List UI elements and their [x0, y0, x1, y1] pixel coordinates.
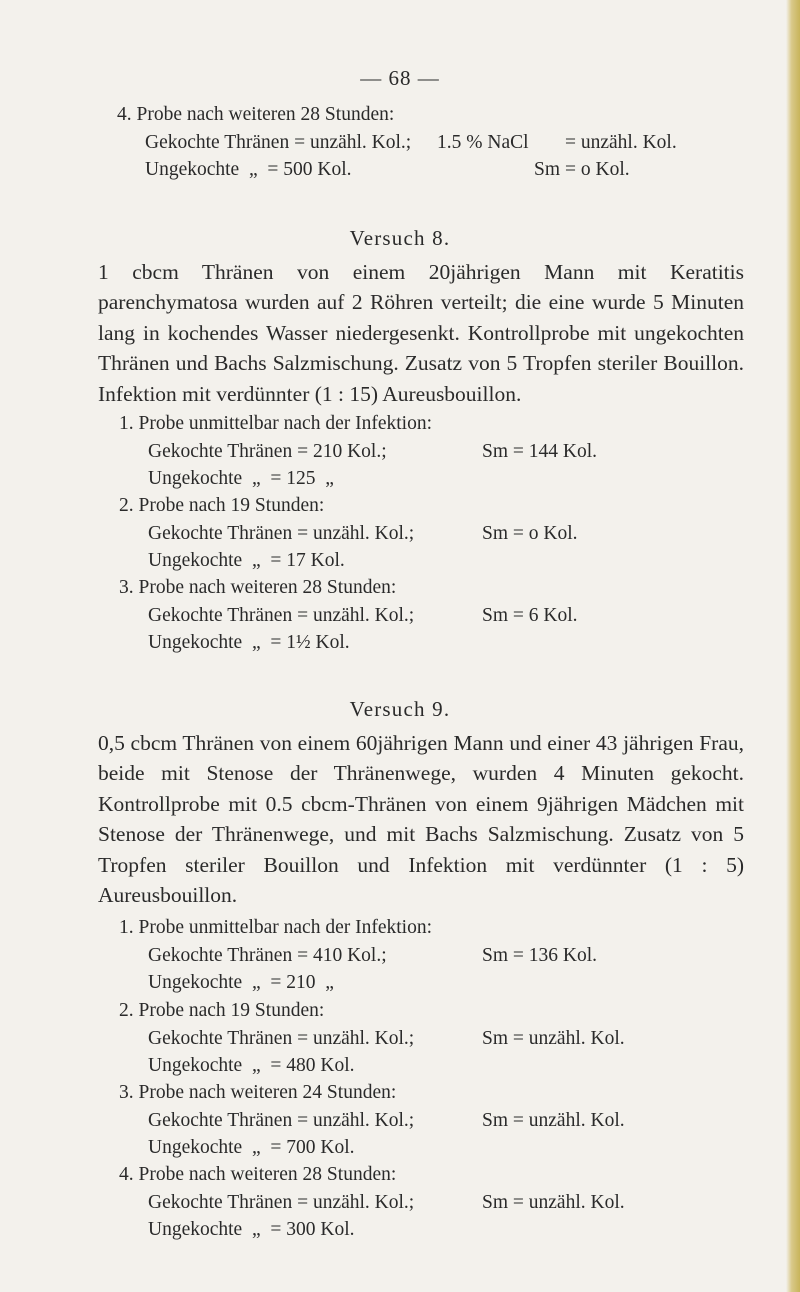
- section-heading: Versuch 9.: [349, 697, 451, 721]
- probe-header: 4. Probe nach weiteren 28 Stunden:: [119, 1164, 397, 1185]
- row-value: Sm = unzähl. Kol.: [482, 1192, 625, 1213]
- row-value: = o Kol.: [565, 159, 630, 180]
- page-number: — 68 —: [360, 66, 440, 90]
- row-label: Gekochte Thränen = unzähl. Kol.;: [145, 132, 412, 153]
- probe-header: 2. Probe nach 19 Stunden:: [119, 1000, 325, 1021]
- row-value: Sm = unzähl. Kol.: [482, 1028, 625, 1049]
- row-label: Gekochte Thränen = unzähl. Kol.;: [148, 1028, 415, 1049]
- row-label: Ungekochte „ = 480 Kol.: [148, 1055, 355, 1076]
- paragraph: 0,5 cbcm Thränen von einem 60jährigen Mann und einer 43 jährigen Frau, beide mit Stenose der Thränenwege, wurden 4 Minuten gekocht. Kontrollprobe mit 0.5 cbcm-Thränen von einem 9jährigen Mädchen mit Stenose der Thränenwege, und mit Bachs Salzmischung. Zusatz von 5 Tropfen steriler Bouillon und Infektion mit verdünnter (1 : 5) Aureusbouillon.: [98, 731, 744, 908]
- row-label: Gekochte Thränen = unzähl. Kol.;: [148, 1192, 415, 1213]
- probe-header: 1. Probe unmittelbar nach der Infektion:: [119, 413, 432, 434]
- row-value: = unzähl. Kol.: [565, 132, 677, 153]
- row-value: Sm = 144 Kol.: [482, 441, 598, 462]
- row-mid: Sm: [534, 159, 561, 180]
- row-label: Ungekochte „ = 1½ Kol.: [148, 632, 350, 653]
- row-value: Sm = o Kol.: [482, 523, 578, 544]
- section-heading: Versuch 8.: [349, 226, 451, 250]
- paragraph: 1 cbcm Thränen von einem 20jährigen Mann mit Keratitis parenchymatosa wurden auf 2 Röhren verteilt; die eine wurde 5 Minuten lang in kochendes Wasser niedergesenkt. Kontrollprobe mit ungekochten Thränen und Bachs Salzmischung. Zusatz von 5 Tropfen steriler Bouillon. Infektion mit verdünnter (1 : 15) Aureusbouillon.: [98, 260, 744, 406]
- row-label: Ungekochte „ = 700 Kol.: [148, 1137, 355, 1158]
- row-label: Ungekochte „ = 300 Kol.: [148, 1219, 355, 1240]
- row-label: Ungekochte „ = 210 „: [148, 972, 334, 993]
- probe-header: 2. Probe nach 19 Stunden:: [119, 495, 325, 516]
- row-mid: 1.5 % NaCl: [437, 132, 529, 153]
- probe-header: 3. Probe nach weiteren 28 Stunden:: [119, 577, 397, 598]
- probe-header: 1. Probe unmittelbar nach der Infektion:: [119, 917, 432, 938]
- row-label: Gekochte Thränen = unzähl. Kol.;: [148, 523, 415, 544]
- probe-header: 3. Probe nach weiteren 24 Stunden:: [119, 1082, 397, 1103]
- row-label: Gekochte Thränen = unzähl. Kol.;: [148, 1110, 415, 1131]
- row-label: Gekochte Thränen = 410 Kol.;: [148, 945, 387, 966]
- row-value: Sm = 6 Kol.: [482, 605, 578, 626]
- row-label: Ungekochte „ = 500 Kol.: [145, 159, 352, 180]
- row-label: Ungekochte „ = 125 „: [148, 468, 334, 489]
- row-label: Gekochte Thränen = unzähl. Kol.;: [148, 605, 415, 626]
- row-value: Sm = unzähl. Kol.: [482, 1110, 625, 1131]
- row-label: Ungekochte „ = 17 Kol.: [148, 550, 345, 571]
- row-value: Sm = 136 Kol.: [482, 945, 598, 966]
- row-label: Gekochte Thränen = 210 Kol.;: [148, 441, 387, 462]
- page-edge-shading: [786, 0, 800, 1292]
- probe-header: 4. Probe nach weiteren 28 Stunden:: [117, 104, 395, 125]
